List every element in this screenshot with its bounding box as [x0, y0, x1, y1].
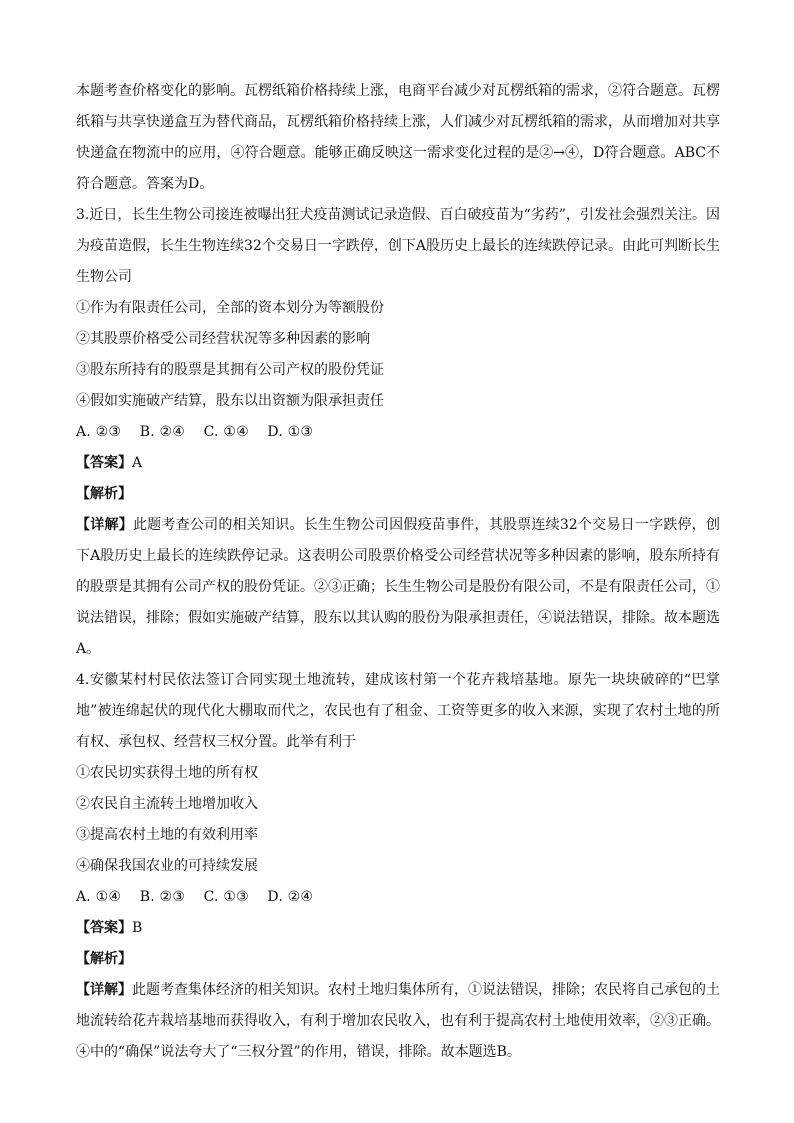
q3-options: A. ②③ B. ②④ C. ①④ D. ①③: [76, 424, 314, 440]
q3-answer: [76, 448, 720, 479]
q4-options: A. ①④ B. ②③ C. ①③ D. ②④: [76, 889, 314, 905]
q4-detail-label: 【详解】: [76, 982, 132, 998]
document-page: [76, 76, 720, 1068]
q2-analysis-tail: 本题考查价格变化的影响。瓦楞纸箱价格持续上涨，电商平台减少对瓦楞纸箱的需求，②符合题意。瓦楞纸箱与共享快递盒互为替代商品，瓦楞纸箱价格持续上涨，人们减少对瓦楞纸箱的需求，从而增加对共享快递盒在物流中的应用，④符合题意。能够正确反映这一需求变化过程的是②→④，D符合题意。ABC不符合题意。答案为D。: [76, 83, 720, 192]
q4-item-2: ②农民自主流转土地增加收入: [76, 796, 258, 812]
q4-item-3: ③提高农村土地的有效利用率: [76, 827, 258, 843]
q3-detail-label: 【详解】: [76, 517, 133, 533]
q4-item-1: ①农民切实获得土地的所有权: [76, 765, 258, 781]
q4-answer-value: B: [132, 920, 143, 936]
q4-answer-label: 【答案】: [76, 920, 132, 936]
q4-detail-text: 此题考查集体经济的相关知识。农村土地归集体所有，①说法错误，排除；农民将自己承包的土地流转给花卉栽培基地而获得收入，有利于增加农民收入，也有利于提高农村土地使用效率，②③正确。④中的“确保”说法夸大了“三权分置”的作用，错误，排除。故本题选B。: [76, 982, 720, 1060]
q3-answer-label: 【答案】: [76, 455, 132, 471]
q3-item-2: ②其股票价格受公司经营状况等多种因素的影响: [76, 331, 370, 347]
q3-answer-value: A: [132, 455, 143, 471]
q4-item-4: ④确保我国农业的可持续发展: [76, 858, 258, 874]
q3-detail-text: 此题考查公司的相关知识。长生生物公司因假疫苗事件，其股票连续32个交易日一字跌停，创下A股历史上最长的连续跌停记录。这表明公司股票价格受公司经营状况等多种因素的影响，股东所持有的股票是其拥有公司产权的股份凭证。②③正确；长生生物公司是股份有限公司，不是有限责任公司，①说法错误，排除；假如实施破产结算，股东以其认购的股份为限承担责任，④说法错误，排除。故本题选A。: [76, 517, 721, 657]
q3-item-3: ③股东所持有的股票是其拥有公司产权的股份凭证: [76, 362, 384, 378]
q3-item-4: ④假如实施破产结算，股东以出资额为限承担责任: [76, 393, 384, 409]
q4-detail: [76, 975, 720, 1068]
q3-stem: 3.近日，长生生物公司接连被曝出狂犬疫苗测试记录造假、百白破疫苗为“劣药”，引发社会强烈关注。因为疫苗造假，长生生物连续32个交易日一字跌停，创下A股历史上最长的连续跌停记录。由此可判断长生生物公司: [76, 207, 720, 285]
q4-stem: 4.安徽某村村民依法签订合同实现土地流转，建成该村第一个花卉栽培基地。原先一块块破碎的“巴掌地”被连绵起伏的现代化大棚取而代之，农民也有了租金、工资等更多的收入来源，实现了农村土地的所有权、承包权、经营权三权分置。此举有利于: [76, 672, 720, 750]
q3-item-1: ①作为有限责任公司，全部的资本划分为等额股份: [76, 300, 384, 316]
q3-detail: [76, 510, 720, 665]
q4-analysis-label: 【解析】: [76, 951, 132, 967]
q3-analysis-label: 【解析】: [76, 486, 132, 502]
q4-answer: [76, 913, 720, 944]
